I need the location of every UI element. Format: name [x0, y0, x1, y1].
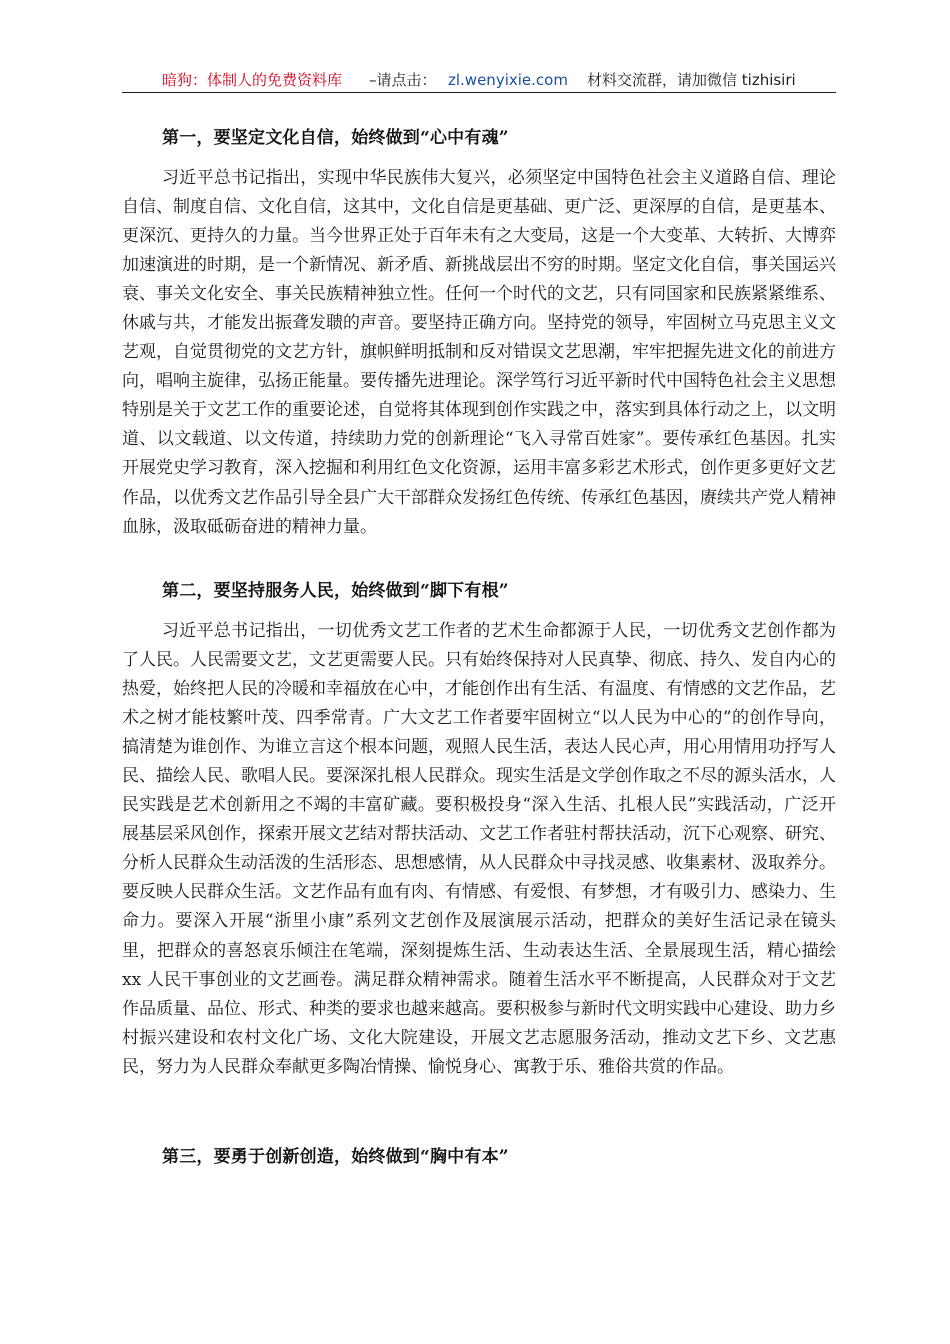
header-url-link[interactable]: zl.wenyixie.com: [448, 71, 568, 89]
section-heading-2: 第二，要坚持服务人民，始终做到“脚下有根”: [162, 581, 509, 601]
header-prompt: –请点击：: [369, 71, 437, 89]
section-heading-3: 第三，要勇于创新创造，始终做到“胸中有本”: [162, 1147, 509, 1167]
header-wechat-group: 材料交流群，请加微信 tizhisiri: [587, 71, 796, 89]
header-brand: 暗狗：体制人的免费资料库: [162, 71, 343, 89]
section-heading-1: 第一，要坚定文化自信，始终做到“心中有魂”: [162, 128, 509, 148]
section-paragraph-1: 习近平总书记指出，实现中华民族伟大复兴，必须坚定中国特色社会主义道路自信、理论自信、制度自信、文化自信，这其中，文化自信是更基础、更广泛、更深厚的自信，是更基本、更深沉、更持久的力量。当今世界正处于百年未有之大变局，这是一个大变革、大转折、大博弈加速演进的时期，是一个新情况、新矛盾、新挑战层出不穷的时期。坚定文化自信，事关国运兴衰、事关文化安全、事关民族精神独立性。任何一个时代的文艺，只有同国家和民族紧紧维系、休戚与共，才能发出振聋发聩的声音。要坚持正确方向。坚持党的领导，牢固树立马克思主义文艺观，自觉贯彻党的文艺方针，旗帜鲜明抵制和反对错误文艺思潮，牢牢把握先进文化的前进方向，唱响主旋律，弘扬正能量。要传播先进理论。深学笃行习近平新时代中国特色社会主义思想特别是关于文艺工作的重要论述，自觉将其体现到创作实践之中，落实到具体行动之上，以文明道、以文载道、以文传道，持续助力党的创新理论“飞入寻常百姓家”。要传承红色基因。扎实开展党史学习教育，深入挖掘和利用红色文化资源，运用丰富多彩艺术形式，创作更多更好文艺作品，以优秀文艺作品引导全县广大干部群众发扬红色传统、传承红色基因，赓续共产党人精神血脉，汲取砥砺奋进的精神力量。: [122, 168, 836, 537]
section-paragraph-2: 习近平总书记指出，一切优秀文艺工作者的艺术生命都源于人民，一切优秀文艺创作都为了人民。人民需要文艺，文艺更需要人民。只有始终保持对人民真挚、彻底、持久、发自内心的热爱，始终把人民的冷暖和幸福放在心中，才能创作出有生活、有温度、有情感的文艺作品，艺术之树才能枝繁叶茂、四季常青。广大文艺工作者要牢固树立“以人民为中心的”的创作导向，搞清楚为谁创作、为谁立言这个根本问题，观照人民生活，表达人民心声，用心用情用功抒写人民、描绘人民、歌唱人民。要深深扎根人民群众。现实生活是文学创作取之不尽的源头活水，人民实践是艺术创新用之不竭的丰富矿藏。要积极投身“深入生活、扎根人民”实践活动，广泛开展基层采风创作，探索开展文艺结对帮扶活动、文艺工作者驻村帮扶活动，沉下心观察、研究、分析人民群众生动活泼的生活形态、思想感情，从人民群众中寻找灵感、收集素材、汲取养分。要反映人民群众生活。文艺作品有血有肉、有情感、有爱恨、有梦想，才有吸引力、感染力、生命力。要深入开展“浙里小康”系列文艺创作及展演展示活动，把群众的美好生活记录在镜头里，把群众的喜怒哀乐倾注在笔端，深刻提炼生活、生动表达生活、全景展现生活，精心描绘 xx 人民干事创业的文艺画卷。满足群众精神需求。随着生活水平不断提高，人民群众对于文艺作品质量、品位、形式、种类的要求也越来越高。要积极参与新时代文明实践中心建设、助力乡村振兴建设和农村文化广场、文化大院建设，开展文艺志愿服务活动，推动文艺下乡、文艺惠民，努力为人民群众奉献更多陶冶情操、愉悦身心、寓教于乐、雅俗共赏的作品。: [122, 621, 836, 1077]
page-header: [122, 68, 836, 93]
